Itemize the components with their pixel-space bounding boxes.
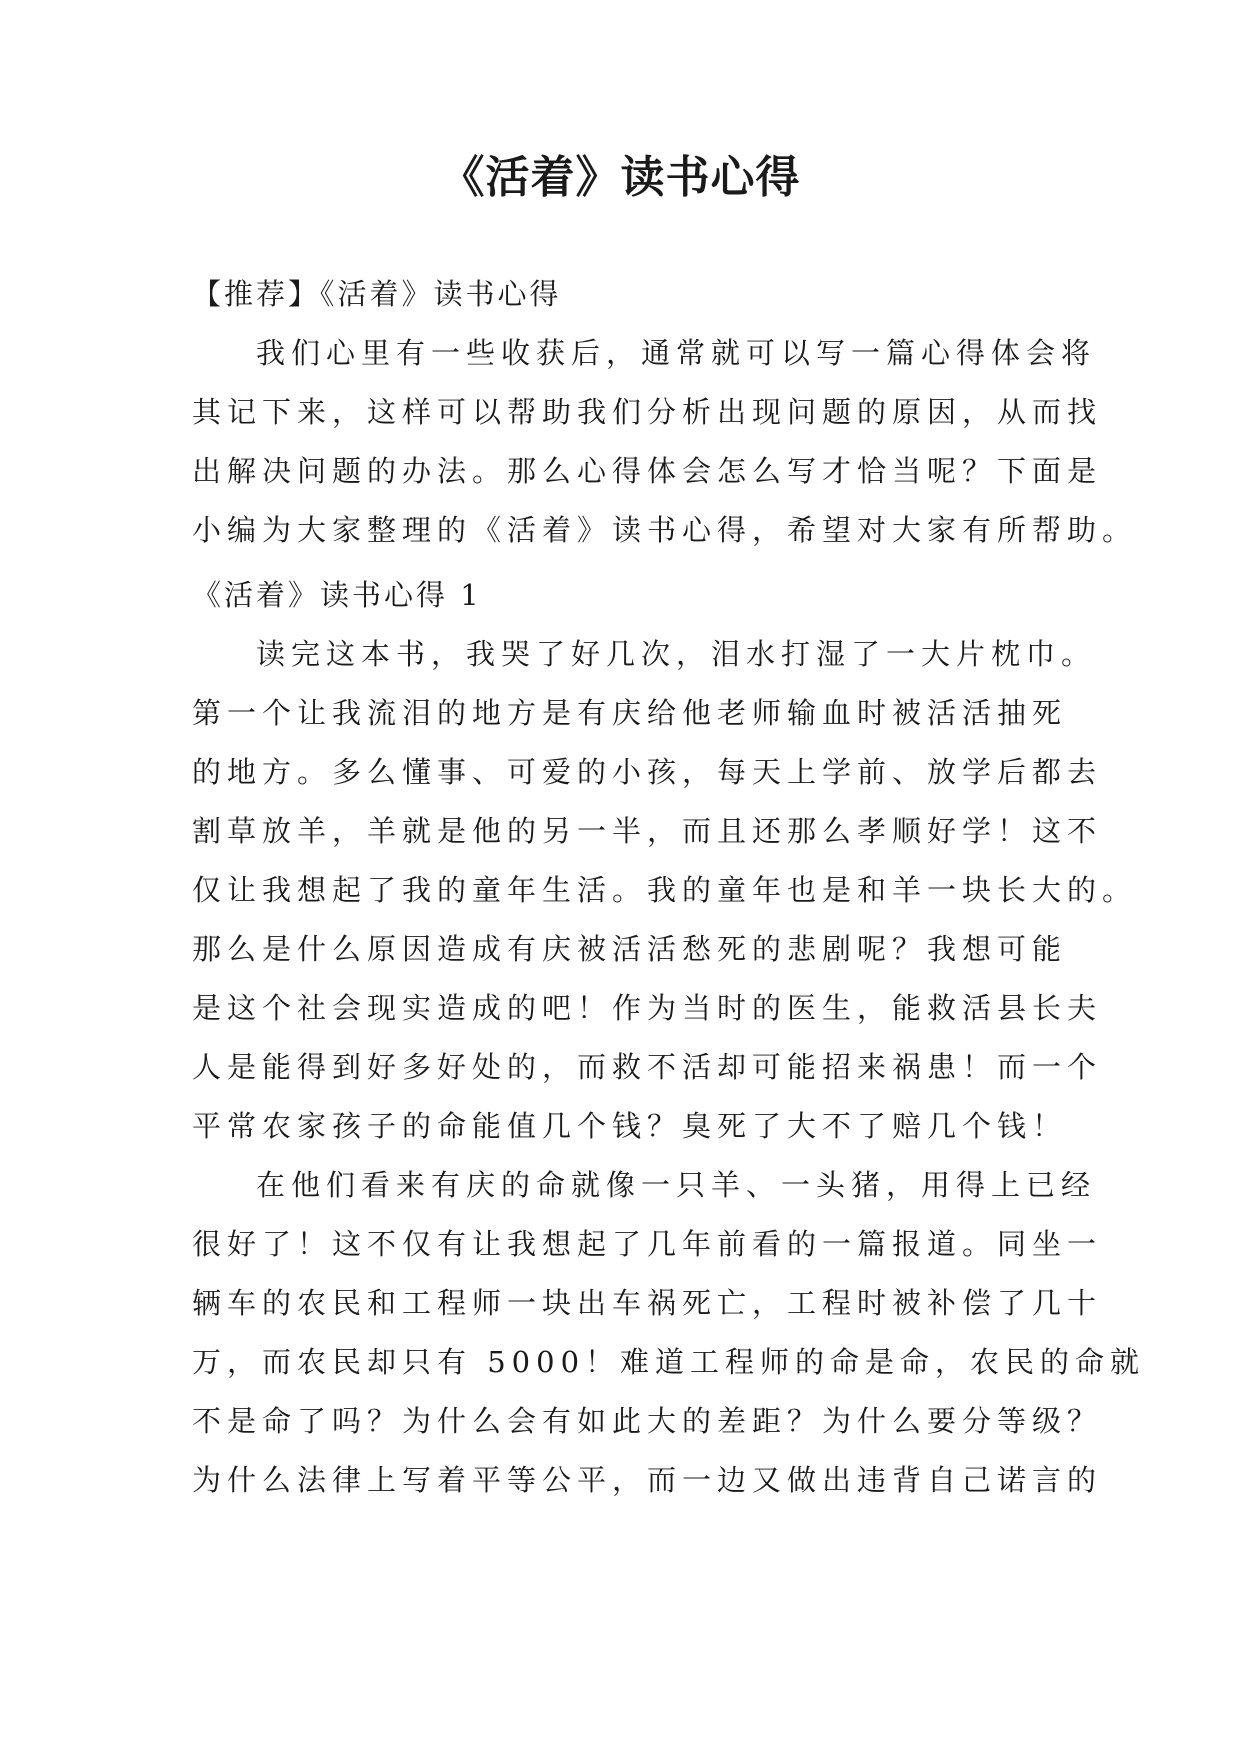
paragraph-line: 那么是什么原因造成有庆被活活愁死的悲剧呢？我想可能	[192, 932, 1068, 966]
paragraph-line: 人是能得到好多好处的，而救不活却可能招来祸患！而一个	[192, 1050, 1103, 1084]
paragraph-line: 万，而农民却只有 5000！难道工程师的命是命，农民的命就	[192, 1345, 1146, 1379]
paragraph-line: 很好了！这不仅有让我想起了几年前看的一篇报道。同坐一	[192, 1227, 1103, 1261]
intro-line: 出解决问题的办法。那么心得体会怎么写才恰当呢？下面是	[192, 454, 1103, 488]
paragraph-line: 在他们看来有庆的命就像一只羊、一头猪，用得上已经	[256, 1168, 1097, 1202]
intro-heading: 【推荐】《活着》读书心得	[192, 277, 562, 311]
paragraph-line: 不是命了吗？为什么会有如此大的差距？为什么要分等级？	[192, 1404, 1103, 1438]
paragraph-line: 读完这本书，我哭了好几次，泪水打湿了一大片枕巾。	[256, 637, 1097, 671]
intro-line: 小编为大家整理的《活着》读书心得，希望对大家有所帮助。	[192, 513, 1138, 547]
paragraph-line: 为什么法律上写着平等公平，而一边又做出违背自己诺言的	[192, 1463, 1103, 1497]
section-1-block	[192, 566, 1146, 1510]
intro-line: 我们心里有一些收获后，通常就可以写一篇心得体会将	[256, 336, 1097, 370]
intro-block	[192, 265, 1138, 560]
paragraph-line: 的地方。多么懂事、可爱的小孩，每天上学前、放学后都去	[192, 755, 1103, 789]
section-heading: 《活着》读书心得 1	[192, 578, 482, 612]
paragraph-line: 辆车的农民和工程师一块出车祸死亡，工程时被补偿了几十	[192, 1286, 1103, 1320]
paragraph-line: 仅让我想起了我的童年生活。我的童年也是和羊一块长大的。	[192, 873, 1138, 907]
paragraph-line: 是这个社会现实造成的吧！作为当时的医生，能救活县长夫	[192, 991, 1103, 1025]
paragraph-line: 割草放羊，羊就是他的另一半，而且还那么孝顺好学！这不	[192, 814, 1103, 848]
document-title: 《活着》读书心得	[440, 152, 801, 203]
paragraph-line: 平常农家孩子的命能值几个钱？臭死了大不了赔几个钱！	[192, 1109, 1068, 1143]
intro-line: 其记下来，这样可以帮助我们分析出现问题的原因，从而找	[192, 395, 1103, 429]
paragraph-line: 第一个让我流泪的地方是有庆给他老师输血时被活活抽死	[192, 696, 1068, 730]
